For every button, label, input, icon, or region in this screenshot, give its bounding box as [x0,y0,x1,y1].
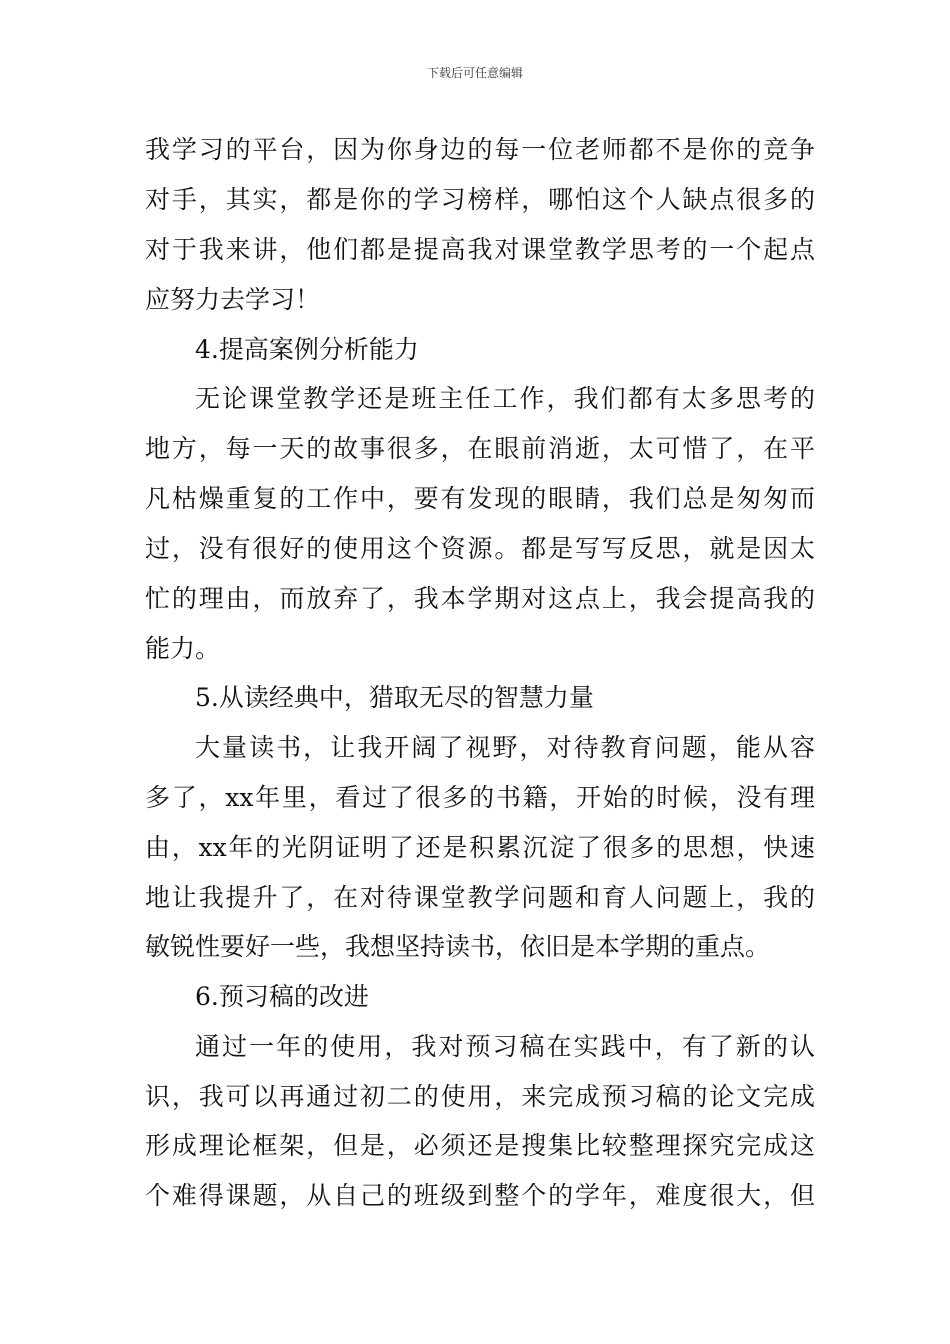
paragraph-line: 过，没有很好的使用这个资源。都是写写反思，就是因太 [145,534,815,563]
paragraph-line: 由，xx年的光阴证明了还是积累沉淀了很多的思想，快速 [145,833,815,862]
paragraph-line: 多了，xx年里，看过了很多的书籍，开始的时候，没有理 [145,783,815,812]
paragraph-line: 形成理论框架，但是，必须还是搜集比较整理探究完成这 [145,1131,815,1160]
paragraph-line: 凡枯燥重复的工作中，要有发现的眼睛，我们总是匆匆而 [145,484,815,513]
paragraph-line: 大量读书，让我开阔了视野，对待教育问题，能从容 [195,733,815,762]
paragraph-line: 敏锐性要好一些，我想坚持读书，依旧是本学期的重点。 [145,932,771,961]
paragraph-line: 应努力去学习！ [145,285,321,314]
paragraph-line: 地让我提升了，在对待课堂教学问题和育人问题上，我的 [145,883,815,912]
paragraph-line: 忙的理由，而放弃了，我本学期对这点上，我会提高我的 [145,584,815,613]
section-heading: 5.从读经典中，猎取无尽的智慧力量 [195,683,594,712]
paragraph-line: 我学习的平台，因为你身边的每一位老师都不是你的竞争 [145,135,815,164]
paragraph-line: 识，我可以再通过初二的使用，来完成预习稿的论文完成 [145,1082,815,1111]
paragraph-line: 个难得课题，从自己的班级到整个的学年，难度很大，但 [145,1181,815,1210]
paragraph-line: 无论课堂教学还是班主任工作，我们都有太多思考的 [195,384,815,413]
paragraph-line: 能力。 [145,634,221,663]
section-heading: 4.提高案例分析能力 [195,335,419,364]
page-header: 下载后可任意编辑 [426,66,523,80]
paragraph-line: 通过一年的使用，我对预习稿在实践中，有了新的认 [195,1032,815,1061]
paragraph-line: 对于我来讲，他们都是提高我对课堂教学思考的一个起点 [145,235,815,264]
section-heading: 6.预习稿的改进 [195,982,369,1011]
paragraph-line: 对手，其实，都是你的学习榜样，哪怕这个人缺点很多的 [145,185,815,214]
paragraph-line: 地方，每一天的故事很多，在眼前消逝，太可惜了，在平 [145,434,815,463]
